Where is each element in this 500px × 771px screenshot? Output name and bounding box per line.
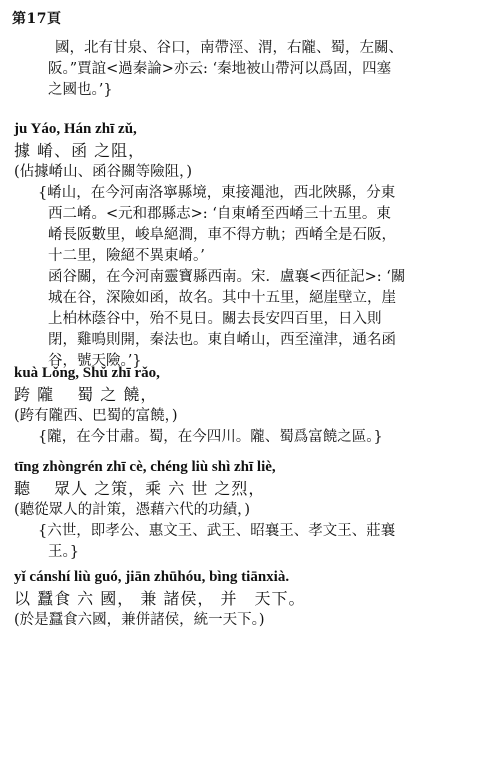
section-4	[0, 566, 500, 631]
note-line: 崤長阪數里，峻阜絕澗，車不得方軌；西崤全是石阪，	[48, 227, 396, 243]
gloss: (聽從眾人的計策，憑藉六代的功績，)	[14, 502, 251, 518]
intro-line: 之國也。’}	[48, 82, 113, 98]
note-line: 城在谷，深險如函，故名。其中十五里，絕崖壁立，崖	[48, 290, 396, 306]
note-line: 谷，號天險。’}	[48, 353, 142, 369]
section-3	[0, 456, 500, 563]
intro-line: 阪。”賈誼<過秦論>亦云: ‘秦地被山帶河以爲固，四塞	[48, 61, 392, 77]
note-line: {六世，即孝公、惠文王、武王、昭襄王、孝文王、莊襄	[38, 523, 396, 539]
gloss: (跨有隴西、巴蜀的富饒，)	[14, 408, 178, 424]
note-line: 閉，雞鳴則開，秦法也。東自崤山，西至潼津，通名函	[48, 332, 396, 348]
romanization: kuà Lǒng, Shǔ zhī rǎo,	[14, 365, 160, 381]
romanization: tīng zhòngrén zhī cè, chéng liù shì zhī liè,	[14, 459, 276, 475]
note-line: {崤山，在今河南洛寧縣境，東接澠池，西北陜縣，分東	[38, 185, 396, 201]
note-line: 十二里，險絕不異東崤。’	[48, 248, 205, 264]
section-1	[0, 118, 500, 372]
section-2	[0, 362, 500, 448]
note-line: 函谷關，在今河南靈寶縣西南。宋．盧襄<西征記>: ‘關	[48, 269, 406, 285]
note-line: {隴，在今甘肅。蜀，在今四川。隴、蜀爲富饒之區。}	[38, 429, 383, 445]
romanization: yǐ cánshí liù guó, jiān zhūhóu, bìng tiānxià.	[14, 569, 290, 585]
note-line: 西二崤。<元和郡縣志>: ‘自東崤至西崤三十五里。東	[48, 206, 391, 222]
page-number: 第17頁	[12, 11, 62, 27]
gloss: (於是蠶食六國，兼併諸侯，統一天下。)	[14, 612, 265, 628]
gloss: (佔據崤山、函谷關等險阻，)	[14, 164, 193, 180]
chinese-text: 跨 隴 蜀 之 饒，	[14, 385, 158, 404]
chinese-text: 聽 眾人 之策，乘 六 世 之烈，	[14, 479, 266, 498]
chinese-text: 據 崤、函 之阻，	[14, 141, 146, 160]
intro-paragraph	[0, 38, 500, 101]
intro-line: 國，北有甘泉、谷口，南帶涇、渭，右隴、蜀，左關、	[55, 40, 403, 56]
note-line: 王。}	[48, 544, 79, 560]
note-line: 上柏林蔭谷中，殆不見日。關去長安四百里，日入則	[48, 311, 382, 327]
chinese-text: 以 蠶食 六 國， 兼 諸侯， 并 天下。	[14, 589, 306, 608]
romanization: ju Yáo, Hán zhī zǔ,	[14, 121, 137, 137]
